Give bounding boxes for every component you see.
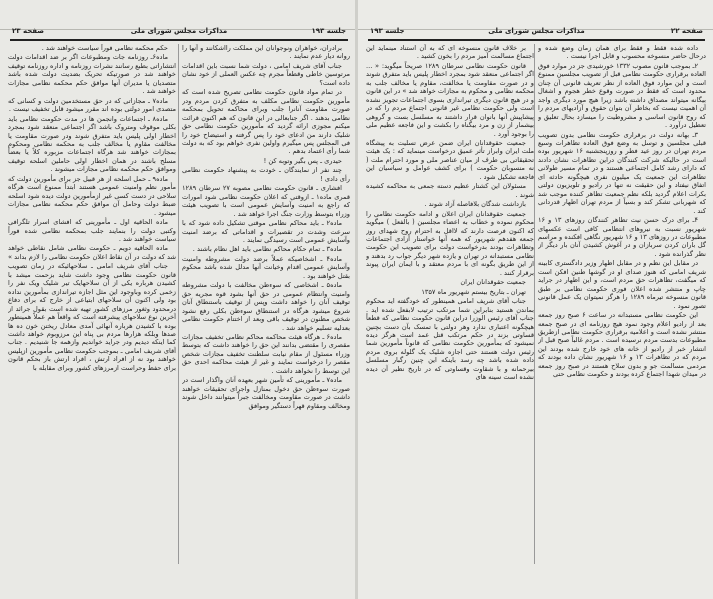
paragraph: ماده۴ ـ اشخاصیکه عملاً برضد دولت مشروطه وامنیت وآسایش عمومی اقدام وخیانت آنها مدلل شده باشد محکوم بقتل خواهند بود . bbox=[182, 254, 350, 280]
paragraph: ماده۵ ـ اشخاصی که سوءظن مخالفت با دولت مشروطه وامنیت وانتظام عمومی در حق آنها بشود قوه مجریه حق توقیف آنان را خواهد داشت وپس از توقیف باستنطاق آنان شروع میشود هرگاه در استنطاق سوءظن بکلی رفع نشود شخص مظنون در توقیف باقی وبعد از اختتام حکومت نظامی بعدلیه تسلیم خواهد شد . bbox=[182, 281, 350, 332]
paragraph: ماده۸ ـ اجتماعات وانجمن ها در مدت حکومت نظامی باید بکلی موقوف ومتروک باشد اگر اجتماعی منعقد شود بمجرد اخطار اولی پلیس باید متفرق شوند ودر صورت مقاومت یا مخالفت مقاوم یا مخالف جلب به محکمه نظامی ومحکوم بمجازات خواهند شد هرگاه اجتماعات مزبوره کلاً یا بعضاً مسلح باشند در همان اخطار اولی حاملین اسلحه توقیف وموافق حکم محکمه نظامی مجازات میشوند . bbox=[8, 114, 176, 174]
paragraph: مسئولان این کشتار عظیم دسته جمعی به محاکمه کشیده شوند . bbox=[366, 182, 534, 199]
header-rule bbox=[10, 39, 348, 41]
paragraph: ماده الحاقیه دویم ـ حکومت نظامی شامل نقاطی خواهد شد که دولت در آن نقاط اعلان حکومت نظامی را لازم بداند » bbox=[8, 244, 176, 261]
page-header bbox=[12, 24, 346, 38]
paragraph: در تمام مواد قانون حکومت نظامی تصریح شده است که مأمورین حکومت نظامی مکلف به متفرق کردن مردم ودر صورت مقاومت آنانرا جلب وبرای محاکمه تحویل بمحکمه نظامی بدهند . اگر جنابعالی در این قانون که هم اکنون قرائت میکنم مجوزی ارائه گردید که مأمورین حکومت نظامی حق شلیک دارند من ادعای خود را پس گرفته و استیضاح خود را فی المجلس پس میگیرم واولین نفری خواهم بود که به دولت شما رأی اعتماد بدهم . bbox=[182, 88, 350, 156]
text-column-left bbox=[8, 44, 176, 564]
page-header bbox=[370, 24, 703, 38]
left-page bbox=[0, 0, 356, 599]
paragraph: جناب آقای شریف امامی همینطور که خودگفته اید محکوم بماندن هستید بنابراین شما مرتکب ترتیب لابفعل شده اید . جناب آقای رئیس الوزرا دراین قانون حکومت نظامی که قطعاً هیچگونه اعتباری ندارد وهر دولتی با تمسک بآن دست بچنین قساوتی بزند در حکم مرتکب قتل عمد است هرگز دیده نمیشود که بمأمورین حکومت نظامی که قانوناً مأمورین شما رئیس دولت هستند حتی اجازه شلیک یک گلوله بروی مردم داده شده باشد چه رسد باینکه این چنین رگبار مسلسل بیرحمانه و با شقاوت وقساوتی که در تاریخ نظیر آن دیده نشده است سینه های bbox=[366, 297, 534, 382]
paragraph: ماده۶ ـ هرگاه هیئت محاکمه محاکم نظامی تخفیف مجازات مقصری را مقتضی بدانند این حق را خواهند داشت که بتوسط وزراء مسئول از مقام نیابت سلطنت تخفیف مجازات شخص مقصر را درخواست نمایند و غیر از هیئت محاکمه احدی حق این توسط را نخواهد داشت . bbox=[182, 332, 350, 375]
text-column-right bbox=[182, 44, 350, 564]
page-number: صفحه ۲۲ bbox=[670, 27, 703, 35]
journal-title: مذاکرات مجلس شورای ملی bbox=[488, 27, 585, 35]
paragraph: قانون حکومت نظامی سرطان ۱۲۸۹ صریحاً میگوید: « ... اگر اجتماعی منعقد شود بمجرد اخطار پلیس باید متفرق شوند و در صورت مقاومت یا مخالفت، مقاوم یا مخالف جلب به محکمه نظامی و محکوم به مجازات خواهد شد » در این قانون و در هیچ قانون دیگری تیراندازی بسوی اجتماعات تجویز نشده است ولی حکومت نظامی غیر قانونی اجتماع مردم را که در پیشاپیش آنها بانوان قرار داشتند به مسلسل بست و گروهی بیشمار از زن و مرد بیگناه را بکشت و این فاجعه عظیم ملی را بوجود آورد . bbox=[366, 61, 534, 138]
paragraph: ماده۷ ـ مجازاتی که در حق مستخدمین دولت و کسانی که متصدی امور دولتی بوده اند مقرر میشود قابل تخفیف نیست . bbox=[8, 96, 176, 114]
paragraph: این حکومت نظامی مستبدانه در ساعت ۶ صبح روز جمعه بعد از رادیو اعلام وجود نمود هیچ روزنامه ای در صبح جمعه منتشر نشده است و اعلامیه برقراری حکومت نظامی ازطریق مطبوعات بدست مردم نرسیده است . مردم غالباً صبح قبل از انتشار خبر از رادیو از خانه های خود خارج شده بودند این مردم که در تظاهرات ۱۳ و ۱۶ شهریور نشان داده بودند که مردمی مسالمت جو و بدون سلاح هستند در صبح روز جمعه در میدان شهدا اجتماع کرده بودند و حکومت نظامی حتی bbox=[538, 311, 706, 379]
paragraph: ماده۹ ـ حمل اسلحه از هر قبیل جز برای مأمورین دولت که مأمور نظم وامنیت عمومی هستند ابتداً ممنوع است هرگاه سلاحی در دست کسی غیر ازمأمورین دولت دیده شود اسلحه ضبط دولت وحامل آن موافق حکم محکمه نظامی مجازات میشود . bbox=[8, 174, 176, 217]
paragraph: جمعیت حقوقدانان ایران bbox=[460, 278, 526, 287]
paragraph: ماده۳ ـ تمام حکام محاکم نظامی باید اهل نظام باشند . bbox=[192, 245, 342, 254]
session-number: جلسه ۱۹۳ bbox=[370, 27, 405, 35]
right-page bbox=[358, 0, 713, 599]
paragraph: داده شده فقط و فقط برای همان زمان وضع شده و درحال حاضر منسوخه محسوب و قابل اجرا نیست . bbox=[538, 44, 706, 61]
paragraph: ۲ـ بموجب قانون مصوب ۱۳۳۲ خورشیدی جز در موارد فوق العاده برقراری حکومت نظامی قبل از تصویب مجلسین ممنوع است و این موارد فوق العاده از نظر تعریف قانونی آن چنان محدود است که فقط در صورت وقوع خطر هجوم و اشغال بیگانه میتواند مصداق داشته باشد زیرا هیچ مورد دیگری واجد آن اهمیت نیست که بخاطر آن بتوان حقوق و آزادیهای مردم را که روح قانون اساسی و مشروطیت را میسازد بحال تعلیق و تعطیل درآورد . bbox=[538, 61, 706, 130]
paragraph: ماده۶ـ روزنامه جات ومطبوعات اگر بر ضد اقدامات دولت انتشاراتی بطبع رسانند نشرات روزنامه و اداره روزنامه توقیف خواهند شد در صورتیکه تحریک بضدیت دولت شده باشد متصدیان یا مدیران آنها موافق حکم محکمه نظامی مجازات خواهند شد . bbox=[8, 53, 176, 96]
text-column-left bbox=[366, 44, 534, 564]
paragraph: ماده۲ ـ باید محاکم نظامی موقتی تشکیل داده شود که با سرعت وشدت در تقصیرات و اقداماتی که برضد امنیت وآسایش عمومی است رسیدگی نمایند . bbox=[182, 219, 350, 244]
text-column-right bbox=[538, 44, 706, 564]
paragraph: جناب آقای شریف امامی ، دولت شما نسبت باین اقدامات مرتوسین خاطی وقطعاً مجرم چه عکس العملی از خود نشان داده است؟ bbox=[182, 61, 350, 87]
paragraph: جمعیت حقوقدانان ایران ضمن عرض تسلیت به پیشگاه ملت ایران وابراز تأثر عمیق درخواست مینماید که : یک هیئت تحقیقاتی بی طرف از میان عناصر ملی و مورد احترام ملت ( نه منسوبان حکومت ) برای کشف عوامل و سیاسیان این فاجعه تشکیل شود . bbox=[366, 138, 534, 181]
journal-title: مذاکرات مجلس شورای ملی bbox=[130, 27, 228, 35]
paragraph: برادران، خواهران ونوجوانان این مملکت رااشکانند و آنها را روانه دیار عدم نمایند . bbox=[182, 44, 350, 61]
paragraph: جناب آقای شریف امامی ـ سلاحهائیکه در زمان تصویب قانون حکومت نظامی وجود داشت شاید بزحمت میشد با کشیدن هرباره یکی از آن سلاحهایک تیر شلیک ویک نفر را زخمی کرده وباوجود این مثل اجازه تیراندازی بمأمورین نداده بود ولی اکنون آن سلاحهای ابتیاعی از خارج که برای دفاع درمحدود وثغور مرزهای کشور تهیه شده است بقول جرائد از آخرین نوع سلاحهای پیشرفته است که واقعاً هم عملاً همینطور بوده با کشیدن هرباره آنهائی آمدی معادل ریختن خون ده ها صدها وبلکه هزارها مردم بی پناه این مرزوبوم خواهد داشت کما اینکه دیدیم ودر جراید خواندیم وازهمه جا شنیدیم . جناب آقای شریف امامی ـ بموجب حکومت نظامی مأمورین ازپلیس خواهند بود نه از افراد ارتش ، افراد ارتش باز بحکم قانون برای حفظ وحراست ازمرزهای کشور وبرای مقابله با bbox=[8, 262, 176, 372]
paragraph: بازداشت شدگان بلافاصله آزاد شوند . bbox=[424, 200, 526, 209]
header-rule bbox=[368, 39, 705, 41]
paragraph: ۳ـ بهانه دولت در برقراری حکومت نظامی بدون تصویب قبلی مجلسین و توسل به وضع فوق العاده تظاهرات وسیع مردم تهران در روز عید فطر و روزپنجشنبه ۱۶ شهریور بوده است در حالیکه شرکت کنندگان دراین تظاهرات نشان دادند که دارای رشد کامل اجتماعی هستند و در تمام مسیر طولانی تظاهرات این جمعیت یک میلیون نفری هیچگونه حادثه ای اتفاق نیفتاد و این حقیقت نه تنها در رادیو و تلویزیون دولتی بکرات اعلام گردید بلکه نظم جمعیت تظاهر کننده موجب شد که شهربانی تشکر کند و بسیاً از مردم تهران اظهار قدردانی کند . bbox=[538, 130, 706, 215]
paragraph: حیدری ـ پس بگیر وتوبه کن ! bbox=[263, 156, 342, 165]
column-divider bbox=[178, 44, 179, 564]
paragraph: ماده۷ ـ مأمورینی که تأمین شهر بعهده آنان واگذار است در صورت سوءظن حق دخول بمنازل واجرای تحقیقات خواهند داشت در صورت مقاومت ومخالفت جبراً میتوانند داخل شوند ومخالف ومقاوم قهراً دستگیر وموافق bbox=[182, 376, 350, 410]
paragraph: حکم محکمه نظامی فوراً سیاست خواهند شد . bbox=[41, 44, 168, 52]
column-divider bbox=[534, 44, 535, 564]
paragraph: جمعیت حقوقدانان ایران اعلان و ادامه حکومت نظامی را محکوم نموده و خطاب به اعضاء مجلسین ( بالفعل ) میگوید که اکنون فرصت دارند که لااقل به احترام روح شهدای روز جمعه هفدهم شهریور که همه آنها خواستار آزادی اجتماعات وتظاهرات بودند بدرخواست دولت برای تصویب این حکومت نظامی مستبدانه در تهران و یازده شهر دیگر جواب رد بدهند و از این طریق بگونه ای با مردم معتقد و با ایمان ایران پیوند برقرار کنند . bbox=[366, 209, 534, 277]
paragraph: بر خلاف قانون منسوخه ای که به آن استناد مینماید این اجتماع مسالمت آمیز مردم را بخون کشید . bbox=[366, 44, 534, 61]
paragraph: تهران ـ بتاریخ بیستم شهریور ماه ۱۳۵۷ bbox=[421, 287, 526, 296]
paragraph: ۴ـ برای درک حسن نیت تظاهر کنندگان روزهای ۱۳ و ۱۶ شهریور نسبت به نیروهای انتظامی کافی است عکسهای مطبوعات در روزهای ۱۳ و ۱۶ شهریور نگاهی افکنده و مراسم گل باران کردن سربازان و در آغوش کشیدن آنان بار دیگر از نظر گذرانده شود . bbox=[538, 216, 706, 258]
paragraph: ماده الحاقیه اول ـ مأمورینی که افشای اسرار تلگرافی وکتبی دولت را بنمایند جلب بمحکمه نظامی شده فوراً سیاست خواهند شد . bbox=[8, 218, 176, 243]
paragraph: در مقابل این نظم و در مقابل اظهار وزیر دادگستری کابینه شریف امامی که هنوز صدای او در گوشها طنین افکن است که میگفت، تظاهرات حق مردم است، و این اظهار در جراید چاپ و منتشر شده اعلان فوری حکومت نظامی بر طبق قانون منسوخه تیرماه ۱۲۸۹ را هرگز نمیتوان یک عمل قانونی تصور نمود . bbox=[538, 259, 706, 310]
paragraph: افشاری ـ قانون حکومت نظامی مصوبه ۲۷ سرطان ۱۲۸۹ قمری ماده۱ ـ ازوقتی که اعلان حکومت نظامی شود امورات که راجع به امنیت وآسایش عمومی است با تصویب هیئت وزراء بتوسط وزارت جنگ اجرا خواهد شد . bbox=[182, 184, 350, 218]
page-number: صفحه ۲۳ bbox=[12, 27, 45, 35]
session-number: جلسه ۱۹۳ bbox=[311, 27, 346, 35]
paragraph: چند نفر از نمایندگان ـ خودت به پیشنهاد حکومت نظامی رأی دادی ! bbox=[182, 166, 350, 183]
